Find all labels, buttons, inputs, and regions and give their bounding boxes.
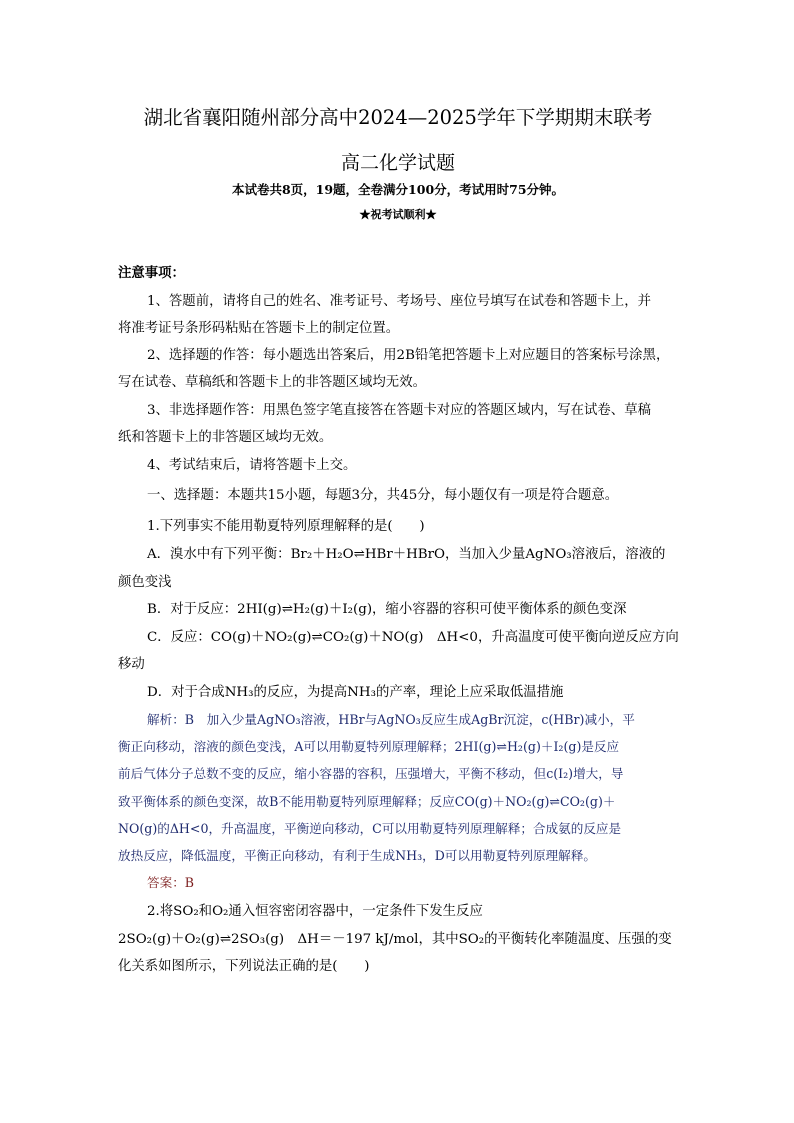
question-2-stem-cont: 化关系如图所示，下列说法正确的是( )	[118, 959, 370, 974]
question-1-explanation: 致平衡体系的颜色变深，故B不能用勒夏特列原理解释；反应CO(g)＋NO₂(g)⇌CO₂(g)＋	[118, 794, 616, 809]
question-1-answer: 答案：B	[147, 875, 195, 890]
notes-line: 写在试卷、草稿纸和答题卡上的非答题区域均无效。	[118, 375, 426, 390]
question-1-explanation: NO(g)的ΔH<0，升高温度，平衡逆向移动，C可以用勒夏特列原理解释；合成氨的反应是	[118, 821, 622, 836]
question-1-option-a-cont: 颜色变浅	[118, 575, 172, 590]
notes-line: 4、考试结束后，请将答题卡上交。	[147, 458, 357, 473]
question-1-option-d: D．对于合成NH₃的反应，为提高NH₃的产率，理论上应采取低温措施	[147, 685, 564, 700]
notes-line: 2、选择题的作答：每小题选出答案后，用2B铅笔把答题卡上对应题目的答案标号涂黑，	[147, 348, 670, 363]
exam-subtitle: 高二化学试题	[340, 152, 455, 174]
exam-title: 湖北省襄阳随州部分高中2024—2025学年下学期期末联考	[143, 106, 653, 129]
question-1-explanation: 衡正向移动，溶液的颜色变浅，A可以用勒夏特列原理解释；2HI(g)⇌H₂(g)＋I₂(g)是反应	[118, 739, 620, 754]
exam-wish: ★祝考试顺利★	[359, 208, 437, 221]
exam-info: 本试卷共8页，19题，全卷满分100分，考试用时75分钟。	[231, 182, 565, 197]
notes-line: 纸和答题卡上的非答题区域均无效。	[118, 430, 333, 445]
notes-heading: 注意事项：	[118, 265, 185, 281]
notes-line: 3、非选择题作答：用黑色签字笔直接答在答题卡对应的答题区域内，写在试卷、草稿	[147, 403, 651, 418]
question-1-stem: 1.下列事实不能用勒夏特列原理解释的是( )	[147, 519, 425, 534]
question-1-option-c: C．反应：CO(g)＋NO₂(g)⇌CO₂(g)＋NO(g) ΔH<0，升高温度可使平衡向逆反应方向	[147, 630, 679, 645]
section-heading: 一、选择题：本题共15小题，每题3分，共45分，每小题仅有一项是符合题意。	[147, 488, 619, 503]
question-1-explanation: 放热反应，降低温度，平衡正向移动，有利于生成NH₃，D可以用勒夏特列原理解释。	[118, 848, 596, 863]
notes-line: 1、答题前，请将自己的姓名、准考证号、考场号、座位号填写在试卷和答题卡上，并	[147, 294, 651, 309]
question-1-option-a: A．溴水中有下列平衡：Br₂＋H₂O⇌HBr＋HBrO，当加入少量AgNO₃溶液后，溶液的	[147, 547, 666, 562]
question-2-stem-cont: 2SO₂(g)＋O₂(g)⇌2SO₃(g) ΔH＝－197 kJ/mol，其中SO₂的平衡转化率随温度、压强的变	[118, 932, 672, 947]
notes-line: 将准考证号条形码粘贴在答题卡上的制定位置。	[118, 321, 400, 336]
question-1-explanation: 前后气体分子总数不变的反应，缩小容器的容积，压强增大，平衡不移动，但c(I₂)增大，导	[118, 766, 624, 781]
question-1-explanation: 解析：B 加入少量AgNO₃溶液，HBr与AgNO₃反应生成AgBr沉淀，c(HBr)减小，平	[147, 712, 635, 727]
question-1-option-c-cont: 移动	[118, 657, 145, 672]
question-2-stem: 2.将SO₂和O₂通入恒容密闭容器中，一定条件下发生反应	[147, 904, 483, 919]
question-1-option-b: B．对于反应：2HI(g)⇌H₂(g)＋I₂(g)，缩小容器的容积可使平衡体系的颜色变深	[147, 602, 627, 617]
